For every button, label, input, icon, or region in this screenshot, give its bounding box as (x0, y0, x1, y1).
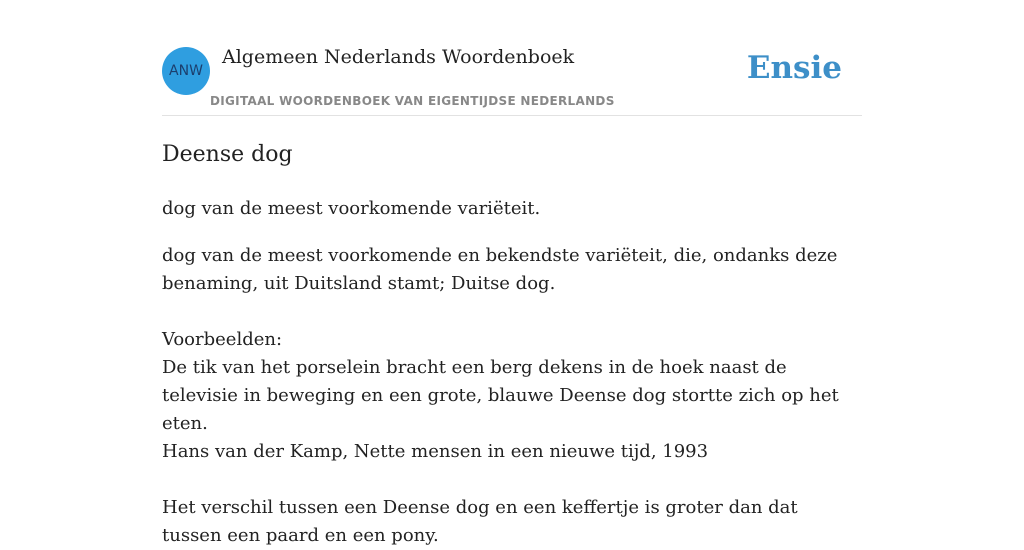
spacer (162, 298, 862, 326)
example-text: Het verschil tussen een Deense dog en een keffertje is groter dan dat tussen een paard en een pony. (162, 497, 798, 546)
anw-logo[interactable] (162, 47, 210, 95)
entry-content (162, 140, 862, 550)
ensie-brand-logo[interactable]: Ensie (746, 50, 842, 86)
spacer (162, 466, 862, 494)
anw-logo-text: ANW (169, 63, 203, 79)
example-source: Hans van der Kamp, Nette mensen in een nieuwe tijd, 1993 (162, 441, 709, 462)
header-divider (162, 115, 862, 116)
source-title[interactable]: Algemeen Nederlands Woordenboek (222, 46, 575, 68)
entry-headword: Deense dog (162, 142, 293, 167)
example-text: De tik van het porselein bracht een berg dekens in de hoek naast de televisie in beweging en een grote, blauwe Deense dog stortte zich op het eten. (162, 357, 839, 434)
short-definition: dog van de meest voorkomende variëteit. (162, 198, 541, 219)
examples-label: Voorbeelden: (162, 329, 283, 350)
source-subtitle: DIGITAAL WOORDENBOEK VAN EIGENTIJDSE NEDERLANDS (210, 94, 615, 108)
definition: dog van de meest voorkomende en bekendste variëteit, die, ondanks deze benaming, uit Duitsland stamt; Duitse dog. (162, 245, 838, 294)
